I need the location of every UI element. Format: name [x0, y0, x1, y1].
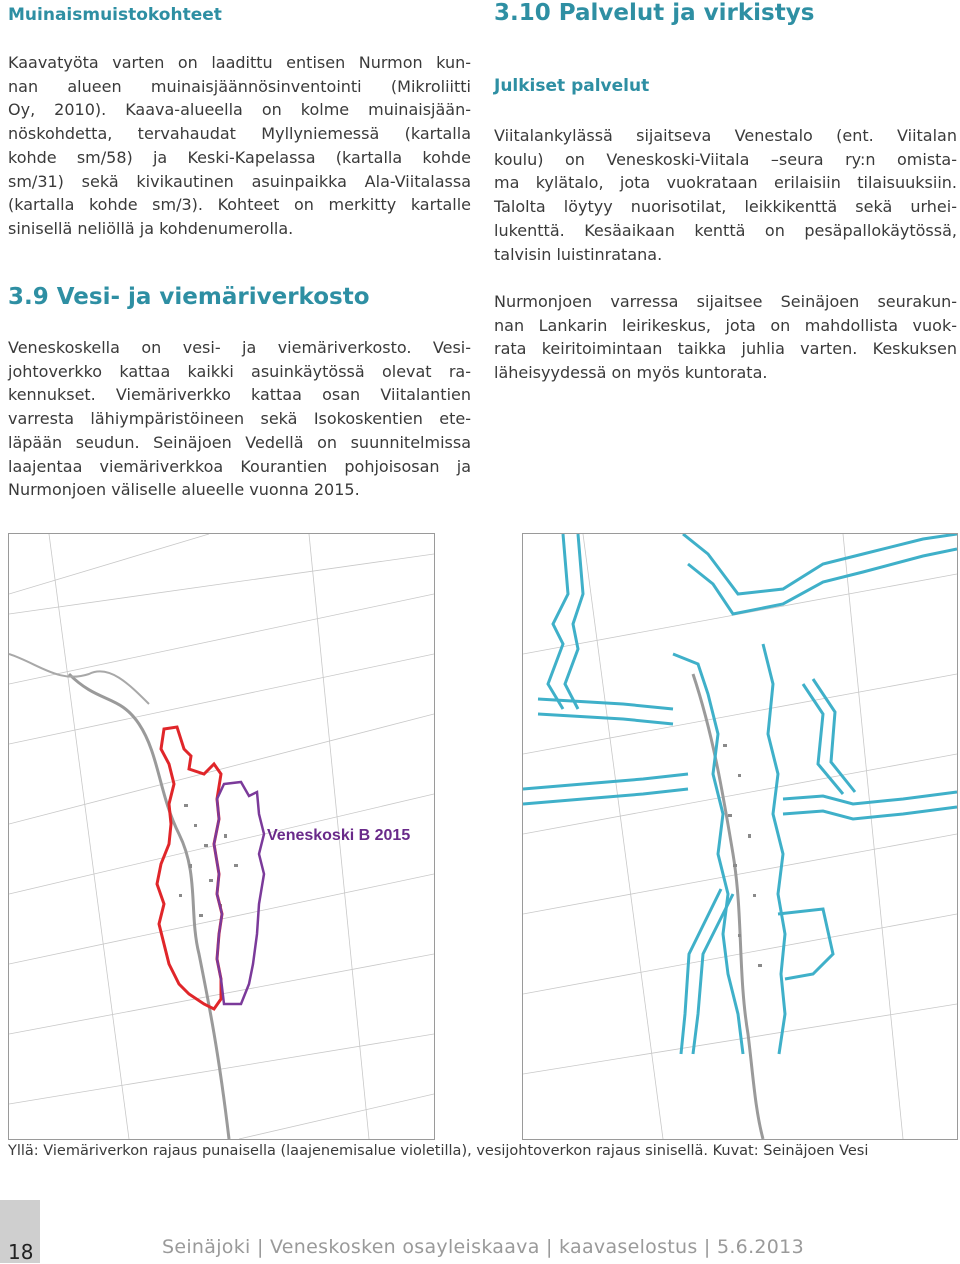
section-heading-water-sewer: 3.9 Vesi- ja viemäriverkosto: [8, 284, 370, 310]
water-map-drawing: [523, 534, 957, 1139]
antiquities-paragraph: [8, 51, 471, 241]
section-heading-antiquities: Muinaismuistokohteet: [8, 5, 222, 25]
paragraph-line: Nurmonjoen varressa sijaitsee Seinäjoen seurakun-: [494, 292, 957, 311]
paragraph-line: varresta lähiympäristöineen sekä Isokoskentien ete-: [8, 409, 471, 429]
paragraph-line: sinisellä neliöllä ja kohdenumerolla.: [8, 218, 294, 238]
sewer-network-map: [8, 533, 435, 1140]
paragraph-line: Veneskoskella on vesi- ja viemäriverkosto. Vesi-: [8, 338, 471, 357]
paragraph-line: Oy, 2010). Kaava-alueella on kolme muinaisjään-: [8, 100, 471, 120]
paragraph-line: laajentaa viemäriverkkoa Kourantien pohjoisosan ja: [8, 456, 471, 476]
map-label-veneskoski: Veneskoski B 2015: [267, 827, 411, 844]
paragraph-line: sm/31) sekä kivikautinen asuinpaikka Ala-Viitalassa: [8, 171, 471, 191]
paragraph-line: nan Lankarin leirikeskus, jota on mahdollista vuok-: [494, 315, 957, 335]
water-sewer-paragraph: [8, 336, 471, 502]
paragraph-line: ma kylätalo, jota vuokrataan erilaisiin tilaisuuksiin.: [494, 173, 957, 193]
public-services-paragraph: [494, 124, 957, 266]
subheading-public-services: Julkiset palvelut: [494, 76, 650, 96]
paragraph-line: koulu) on Veneskoski-Viitala –seura ry:n omista-: [494, 149, 957, 169]
sewer-map-drawing: [9, 534, 434, 1139]
paragraph-line: Nurmonjoen väliselle alueelle vuonna 2015.: [8, 480, 360, 500]
map-caption: Yllä: Viemäriverkon rajaus punaisella (laajenemisalue violetilla), vesijohtoverkon rajaus sinisellä. Kuvat: Seinäjoen Vesi: [8, 1143, 869, 1159]
paragraph-line: läheisyydessä on myös kuntorata.: [494, 363, 768, 383]
water-network-map: [522, 533, 958, 1140]
paragraph-line: rata keiritoimintaan taikka juhlia varten. Keskuksen: [494, 339, 957, 359]
paragraph-line: nöskohdetta, tervahaudat Myllyniemessä (kartalla: [8, 124, 471, 144]
paragraph-line: kohde sm/58) ja Keski-Kapelassa (kartalla kohde: [8, 147, 471, 167]
paragraph-line: kennukset. Viemäriverkko kattaa osan Viitalantien: [8, 385, 471, 405]
paragraph-line: Viitalankylässä sijaitseva Venestalo (ent. Viitalan: [494, 126, 957, 145]
paragraph-line: Talolta löytyy nuorisotilat, leikkikenttä sekä urhei-: [494, 197, 957, 217]
camp-center-paragraph: [494, 290, 957, 385]
paragraph-line: nan alueen muinaisjäännösinventointi (Mikroliitti: [8, 76, 471, 96]
paragraph-line: Kaavatyöta varten on laadittu entisen Nurmon kun-: [8, 53, 471, 72]
paragraph-line: läpään seudun. Seinäjoen Vedellä on suunnitelmissa: [8, 432, 471, 452]
paragraph-line: (kartalla kohde sm/3). Kohteet on merkitty kartalle: [8, 195, 471, 215]
section-heading-services: 3.10 Palvelut ja virkistys: [494, 0, 815, 26]
page-number: 18: [8, 1240, 34, 1264]
paragraph-line: lukenttä. Kesäaikaan kenttä on pesäpallokäytössä,: [494, 220, 957, 240]
paragraph-line: johtoverkko kattaa kaikki asuinkäytössä olevat ra-: [8, 361, 471, 381]
paragraph-line: talvisin luistinratana.: [494, 244, 663, 264]
footer-text: Seinäjoki | Veneskosken osayleiskaava | kaavaselostus | 5.6.2013: [162, 1236, 804, 1258]
